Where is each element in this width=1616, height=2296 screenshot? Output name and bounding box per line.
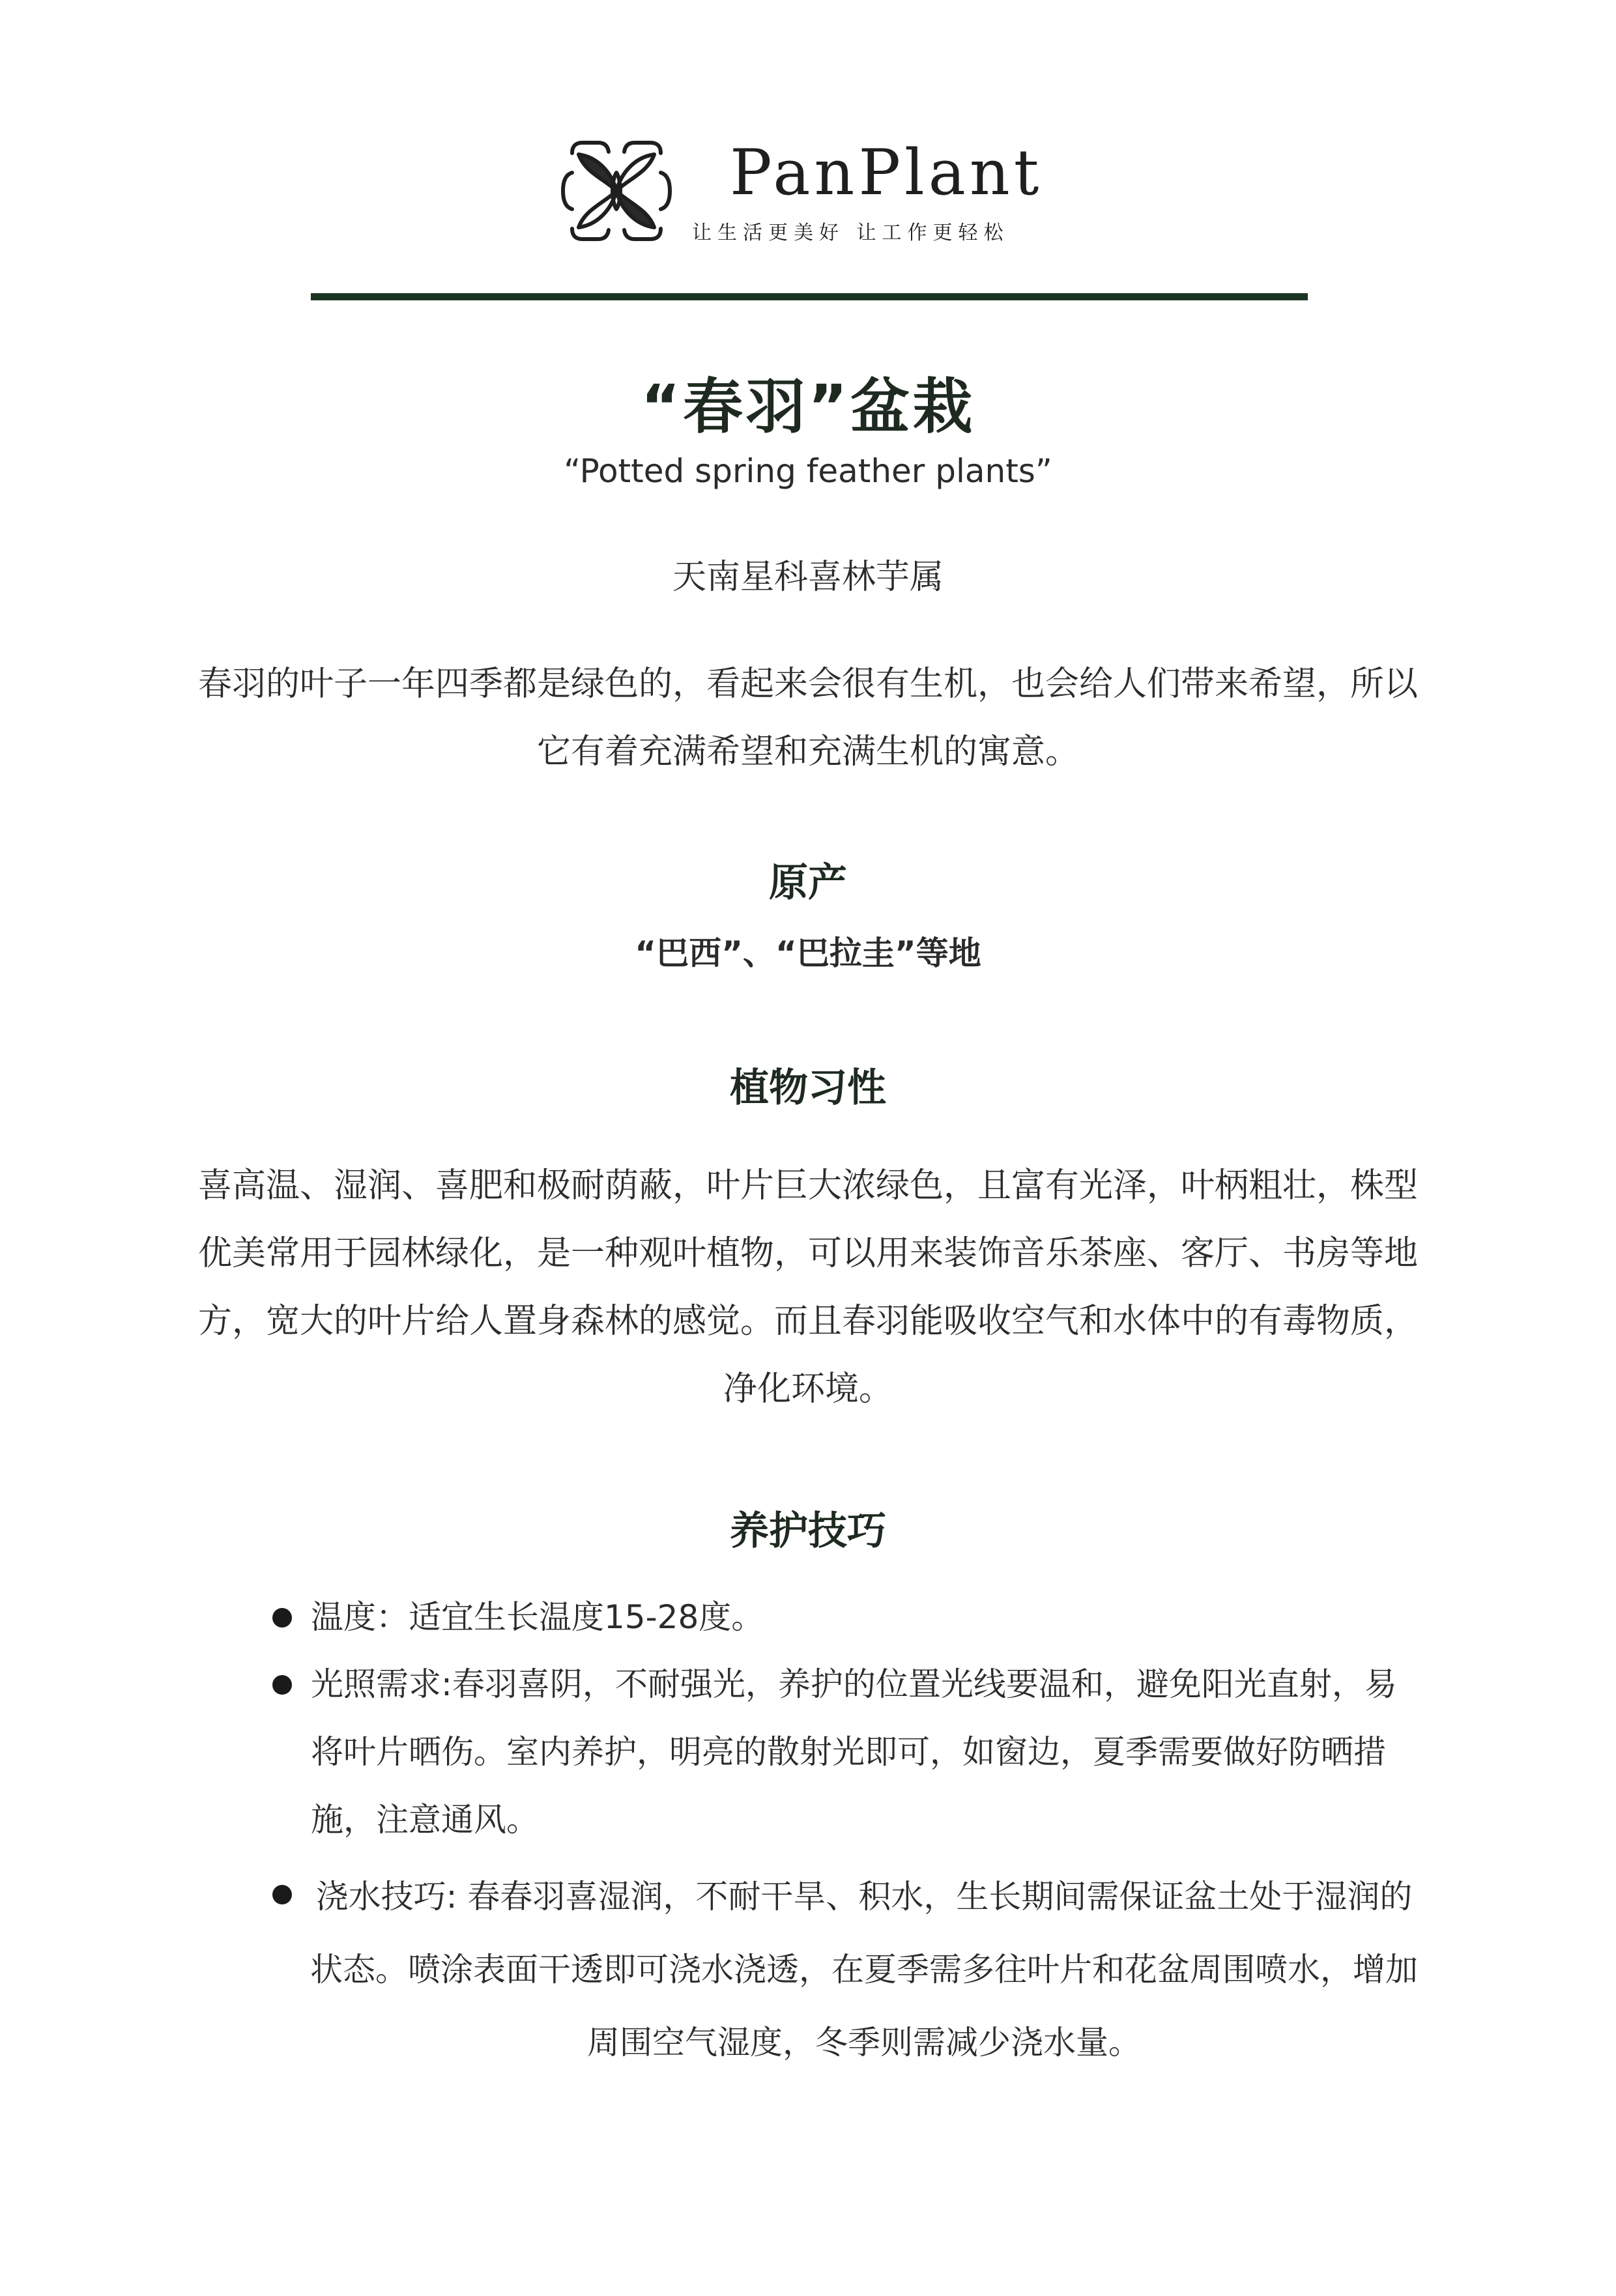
four-leaf-flower-icon: [559, 134, 674, 248]
habit-heading: 植物习性: [730, 1065, 886, 1111]
header-divider: [311, 293, 1308, 300]
care-item-text: 温度：适宜生长温度15-28度。: [311, 1598, 764, 1636]
origin-heading: 原产: [769, 860, 847, 906]
care-item-text: 浇水技巧: 春春羽喜湿润，不耐干旱、积水，生长期间需保证盆土处于湿润的状态。喷涂表面干透即可浇水浇透，在夏季需多往叶片和花盆周围喷水，增加周围空气湿度，冬季则需减少浇水量。: [310, 1878, 1418, 2061]
brand-name: PanPlant: [730, 136, 1043, 209]
page-subtitle: “Potted spring feather plants”: [564, 452, 1052, 490]
intro-paragraph: 春羽的叶子一年四季都是绿色的，看起来会很有生机，也会给人们带来希望，所以它有着充满希望和充满生机的寓意。: [197, 665, 1418, 771]
brand-slogan: 让生活更美好 让工作更轻松: [692, 222, 1009, 244]
origin-value: “巴西”、“巴拉圭”等地: [635, 934, 981, 972]
plant-family: 天南星科喜林芋属: [672, 558, 944, 597]
bullet-dot-icon: [272, 1608, 292, 1628]
page-title: “春羽”盆栽: [641, 372, 975, 442]
bullet-dot-icon: [272, 1675, 292, 1695]
bullet-dot-icon: [272, 1885, 292, 1904]
habit-paragraph: 喜高温、湿润、喜肥和极耐荫蔽，叶片巨大浓绿色，且富有光泽，叶柄粗壮，株型优美常用于园林绿化，是一种观叶植物，可以用来装饰音乐茶座、客厅、书房等地方，宽大的叶片给人置身森林的感觉。而且春羽能吸收空气和水体中的有毒物质，净化环境。: [197, 1166, 1418, 1409]
care-heading: 养护技巧: [730, 1508, 886, 1554]
brand-logo: [559, 134, 674, 248]
care-item-text: 光照需求:春羽喜阴，不耐强光，养护的位置光线要温和，避免阳光直射，易将叶片晒伤。室内养护，明亮的散射光即可，如窗边，夏季需要做好防晒措施，注意通风。: [311, 1665, 1397, 1839]
